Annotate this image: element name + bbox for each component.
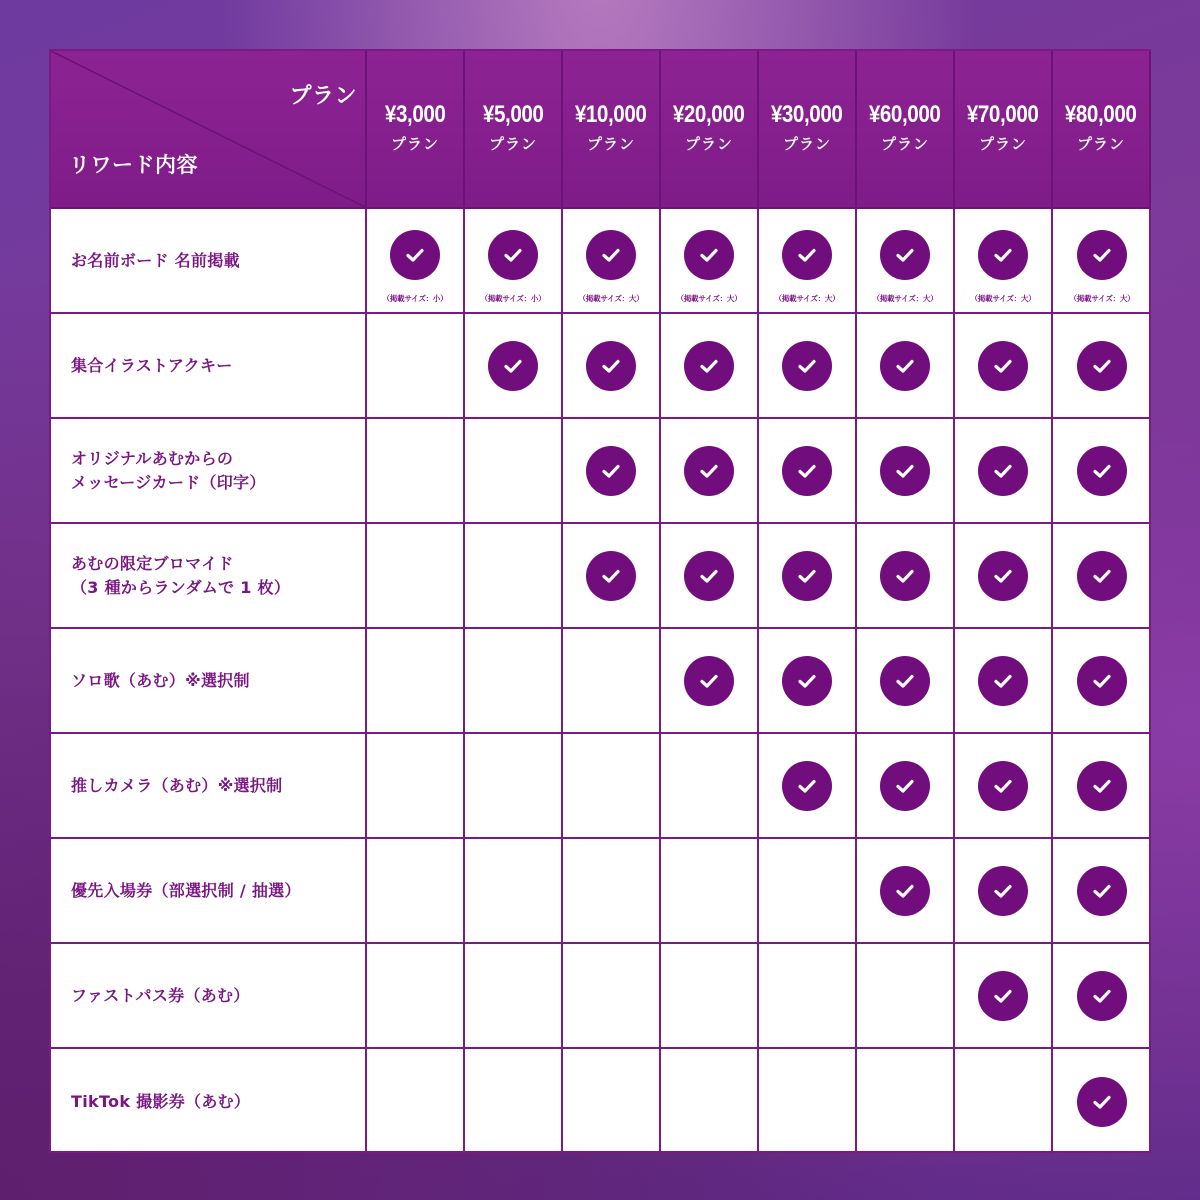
size-note: （掲載サイズ：小） xyxy=(382,294,448,303)
reward-cell xyxy=(661,314,759,419)
reward-cell xyxy=(563,734,661,839)
plan-header-label: プラン xyxy=(289,84,357,109)
check-icon xyxy=(782,656,832,706)
plan-price: ¥10,000 xyxy=(575,101,647,128)
plan-header-4 xyxy=(759,51,857,209)
reward-cell xyxy=(563,1049,661,1154)
check-icon xyxy=(880,656,930,706)
reward-cell xyxy=(955,1049,1053,1154)
reward-cell xyxy=(1053,419,1151,524)
reward-header-label: リワード内容 xyxy=(69,153,198,177)
reward-cell xyxy=(367,524,465,629)
reward-cell xyxy=(857,314,955,419)
reward-label: お名前ボード 名前掲載 xyxy=(71,250,240,270)
reward-cell xyxy=(465,839,563,944)
reward-label: ファストパス券（あむ） xyxy=(71,985,250,1005)
size-note: （掲載サイズ：小） xyxy=(480,294,546,303)
plan-label: プラン xyxy=(488,135,537,153)
reward-cell xyxy=(955,419,1053,524)
reward-cell xyxy=(367,314,465,419)
reward-cell xyxy=(367,419,465,524)
check-icon xyxy=(1077,551,1127,601)
reward-cell xyxy=(857,839,955,944)
check-icon xyxy=(880,761,930,811)
plan-price: ¥70,000 xyxy=(967,101,1039,128)
check-icon xyxy=(782,230,832,280)
reward-row-label-cell xyxy=(51,419,367,524)
reward-label: 集合イラストアクキー xyxy=(71,355,233,375)
check-icon xyxy=(684,551,734,601)
reward-cell xyxy=(367,734,465,839)
check-icon xyxy=(1077,446,1127,496)
reward-cell xyxy=(367,209,465,314)
reward-cell xyxy=(955,944,1053,1049)
reward-cell xyxy=(563,209,661,314)
reward-cell xyxy=(563,314,661,419)
size-note: （掲載サイズ：大） xyxy=(578,294,644,303)
reward-cell xyxy=(955,209,1053,314)
reward-cell xyxy=(465,314,563,419)
reward-cell xyxy=(759,209,857,314)
check-icon xyxy=(1077,866,1127,916)
reward-row-label-cell xyxy=(51,524,367,629)
reward-row-label-cell xyxy=(51,839,367,944)
reward-cell xyxy=(465,629,563,734)
reward-row-label-cell xyxy=(51,1049,367,1154)
reward-cell xyxy=(955,314,1053,419)
reward-plan-table xyxy=(49,49,1151,1153)
plan-label: プラン xyxy=(1076,135,1125,153)
header-corner xyxy=(51,51,367,209)
reward-cell xyxy=(759,314,857,419)
check-icon xyxy=(880,230,930,280)
check-icon xyxy=(880,866,930,916)
reward-cell xyxy=(1053,944,1151,1049)
reward-cell xyxy=(1053,1049,1151,1154)
plan-header-1 xyxy=(465,51,563,209)
reward-cell xyxy=(955,629,1053,734)
check-icon xyxy=(586,230,636,280)
check-icon xyxy=(782,446,832,496)
reward-cell xyxy=(661,944,759,1049)
check-icon xyxy=(880,446,930,496)
reward-cell xyxy=(759,944,857,1049)
reward-cell xyxy=(955,839,1053,944)
check-icon xyxy=(782,761,832,811)
reward-cell xyxy=(661,524,759,629)
diagonal-divider xyxy=(51,51,365,207)
reward-cell xyxy=(465,1049,563,1154)
reward-row-label-cell xyxy=(51,944,367,1049)
check-icon xyxy=(684,656,734,706)
check-icon xyxy=(684,230,734,280)
check-icon xyxy=(978,656,1028,706)
reward-cell xyxy=(563,629,661,734)
reward-cell xyxy=(1053,314,1151,419)
reward-cell xyxy=(759,524,857,629)
check-icon xyxy=(880,551,930,601)
plan-label: プラン xyxy=(390,135,439,153)
reward-cell xyxy=(563,419,661,524)
plan-header-3 xyxy=(661,51,759,209)
reward-cell xyxy=(661,1049,759,1154)
check-icon xyxy=(488,230,538,280)
reward-cell xyxy=(1053,839,1151,944)
reward-cell xyxy=(367,839,465,944)
reward-row-label-cell xyxy=(51,209,367,314)
reward-cell xyxy=(857,629,955,734)
reward-cell xyxy=(661,419,759,524)
size-note: （掲載サイズ：大） xyxy=(774,294,840,303)
reward-cell xyxy=(465,944,563,1049)
reward-cell xyxy=(465,524,563,629)
check-icon xyxy=(586,341,636,391)
size-note: （掲載サイズ：大） xyxy=(1069,294,1135,303)
plan-header-0 xyxy=(367,51,465,209)
plan-label: プラン xyxy=(880,135,929,153)
reward-cell xyxy=(1053,524,1151,629)
reward-cell xyxy=(857,419,955,524)
reward-cell xyxy=(661,839,759,944)
reward-cell xyxy=(1053,629,1151,734)
check-icon xyxy=(1077,341,1127,391)
plan-price: ¥3,000 xyxy=(384,101,446,128)
reward-cell xyxy=(367,944,465,1049)
check-icon xyxy=(978,551,1028,601)
reward-row-label-cell xyxy=(51,734,367,839)
plan-price: ¥60,000 xyxy=(869,101,941,128)
size-note: （掲載サイズ：大） xyxy=(676,294,742,303)
reward-label: あむの限定ブロマイド （3 種からランダムで 1 枚） xyxy=(71,553,291,597)
reward-cell xyxy=(563,944,661,1049)
reward-cell xyxy=(563,839,661,944)
plan-header-7 xyxy=(1053,51,1151,209)
check-icon xyxy=(978,230,1028,280)
reward-cell xyxy=(955,734,1053,839)
check-icon xyxy=(978,446,1028,496)
check-icon xyxy=(1077,656,1127,706)
check-icon xyxy=(1077,230,1127,280)
reward-cell xyxy=(955,524,1053,629)
reward-cell xyxy=(465,419,563,524)
size-note: （掲載サイズ：大） xyxy=(970,294,1036,303)
check-icon xyxy=(488,341,538,391)
plan-header-5 xyxy=(857,51,955,209)
check-icon xyxy=(390,230,440,280)
check-icon xyxy=(684,341,734,391)
check-icon xyxy=(978,971,1028,1021)
plan-price: ¥80,000 xyxy=(1065,101,1137,128)
reward-row-label-cell xyxy=(51,629,367,734)
check-icon xyxy=(684,446,734,496)
reward-label: 推しカメラ（あむ）※選択制 xyxy=(71,775,283,795)
check-icon xyxy=(880,341,930,391)
reward-label: ソロ歌（あむ）※選択制 xyxy=(71,670,250,690)
check-icon xyxy=(782,341,832,391)
reward-cell xyxy=(367,1049,465,1154)
reward-cell xyxy=(857,944,955,1049)
plan-label: プラン xyxy=(782,135,831,153)
reward-cell xyxy=(465,734,563,839)
plan-price: ¥5,000 xyxy=(482,101,544,128)
reward-cell xyxy=(857,209,955,314)
reward-cell xyxy=(759,419,857,524)
reward-label: オリジナルあむからの メッセージカード（印字） xyxy=(71,448,266,492)
plan-price: ¥30,000 xyxy=(771,101,843,128)
check-icon xyxy=(586,446,636,496)
reward-cell xyxy=(759,629,857,734)
check-icon xyxy=(1077,1077,1127,1127)
check-icon xyxy=(978,866,1028,916)
check-icon xyxy=(1077,761,1127,811)
check-icon xyxy=(1077,971,1127,1021)
reward-cell xyxy=(1053,209,1151,314)
reward-cell xyxy=(857,734,955,839)
reward-cell xyxy=(661,629,759,734)
reward-cell xyxy=(661,734,759,839)
reward-cell xyxy=(661,209,759,314)
plan-price: ¥20,000 xyxy=(673,101,745,128)
reward-cell xyxy=(759,734,857,839)
reward-cell xyxy=(857,1049,955,1154)
reward-cell xyxy=(759,1049,857,1154)
reward-cell xyxy=(1053,734,1151,839)
check-icon xyxy=(978,761,1028,811)
reward-cell xyxy=(367,629,465,734)
plan-label: プラン xyxy=(978,135,1027,153)
reward-cell xyxy=(563,524,661,629)
size-note: （掲載サイズ：大） xyxy=(872,294,938,303)
check-icon xyxy=(978,341,1028,391)
reward-row-label-cell xyxy=(51,314,367,419)
plan-label: プラン xyxy=(684,135,733,153)
reward-cell xyxy=(759,839,857,944)
check-icon xyxy=(586,551,636,601)
plan-header-2 xyxy=(563,51,661,209)
check-icon xyxy=(782,551,832,601)
reward-label: 優先入場券（部選択制 / 抽選） xyxy=(71,880,301,900)
reward-cell xyxy=(857,524,955,629)
reward-cell xyxy=(465,209,563,314)
plan-label: プラン xyxy=(586,135,635,153)
reward-label: TikTok 撮影券（あむ） xyxy=(71,1091,251,1111)
plan-header-6 xyxy=(955,51,1053,209)
